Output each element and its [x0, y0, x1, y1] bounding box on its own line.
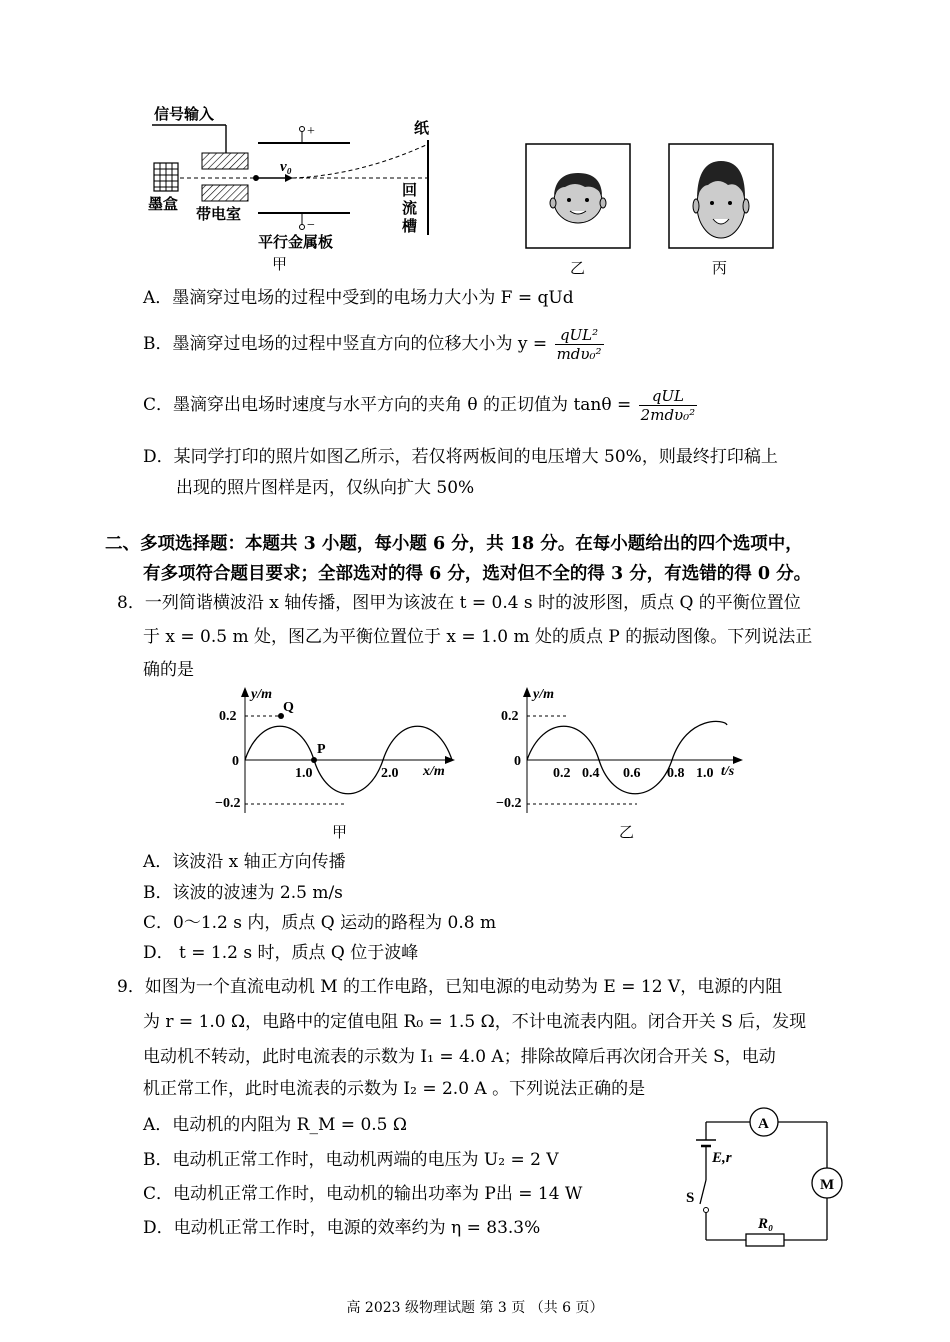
- caption-jia-top: 甲: [272, 257, 288, 273]
- q8-option-a: A．该波沿 x 轴正方向传播: [143, 852, 346, 872]
- q8-option-c: C．0～1.2 s 内，质点 Q 运动的路程为 0.8 m: [143, 913, 497, 933]
- wave-graph-jia: [215, 685, 465, 845]
- q7-option-d-line1: D．某同学打印的照片如图乙所示，若仅将两板间的电压增大 50%，则最终打印稿上: [143, 447, 778, 467]
- signal-input-label: 信号输入: [154, 107, 215, 123]
- yi-xtick-3: 0.6: [623, 766, 641, 781]
- yi-ytick-pos: 0.2: [501, 709, 519, 724]
- c-denominator: 2mdυ₀²: [640, 406, 696, 424]
- paper-label: 纸: [414, 121, 430, 137]
- b-denominator: mdυ₀²: [556, 345, 602, 363]
- yi-xtick-5: 1.0: [696, 766, 714, 781]
- q7-option-d-line2: 出现的照片图样是丙，仅纵向扩大 50%: [176, 478, 475, 498]
- q7-option-c: C．墨滴穿出电场时速度与水平方向的夹角 θ 的正切值为 tanθ = qUL 2mdυ₀²: [143, 387, 696, 424]
- q8-line3: 确的是: [143, 660, 194, 680]
- minus-label: −: [307, 218, 315, 233]
- groove-label-2: 流: [402, 201, 418, 217]
- yi-xtick-1: 0.2: [553, 766, 571, 781]
- photo-bing: [668, 143, 774, 249]
- yi-caption: 乙: [619, 825, 635, 841]
- b-numerator: qUL²: [555, 326, 604, 345]
- yi-xlabel: t/s: [721, 764, 735, 779]
- source-label: E,r: [712, 1150, 732, 1166]
- yi-ylabel: y/m: [533, 687, 554, 702]
- yi-xtick-4: 0.8: [667, 766, 685, 781]
- c-numerator: qUL: [639, 387, 698, 406]
- plus-label: +: [307, 124, 315, 139]
- caption-yi-photo: 乙: [570, 259, 586, 277]
- groove-label-3: 槽: [402, 219, 418, 235]
- q7-option-b: B．墨滴穿过电场的过程中竖直方向的位移大小为 y = qUL² mdυ₀²: [143, 326, 602, 363]
- ammeter-label: A: [758, 1116, 769, 1132]
- ink-box-label: 墨盒: [148, 197, 179, 213]
- motor-label: M: [820, 1177, 835, 1193]
- yi-ytick-neg: −0.2: [496, 796, 522, 811]
- v0-label: v₀: [280, 159, 292, 175]
- q8-option-d: D． t = 1.2 s 时，质点 Q 位于波峰: [143, 943, 419, 963]
- q9-line3: 电动机不转动，此时电流表的示数为 I₁ = 4.0 A；排除故障后再次闭合开关 S，电动: [143, 1047, 776, 1067]
- section2-line1: 二、多项选择题：本题共 3 小题，每小题 6 分，共 18 分。在每小题给出的四个选项中，: [105, 534, 803, 554]
- jia-ytick-zero: 0: [232, 754, 239, 769]
- q9-option-a: A．电动机的内阻为 R_M = 0.5 Ω: [143, 1115, 407, 1135]
- jia-ytick-pos: 0.2: [219, 709, 237, 724]
- q8-option-b: B．该波的波速为 2.5 m/s: [143, 883, 343, 903]
- q9-option-d: D．电动机正常工作时，电源的效率约为 η = 83.3%: [143, 1218, 541, 1238]
- jia-xtick-1: 1.0: [295, 766, 313, 781]
- plates-label: 平行金属板: [258, 235, 334, 251]
- jia-point-q: Q: [283, 700, 294, 715]
- jia-point-p: P: [317, 742, 326, 757]
- page-footer: 高 2023 级物理试题 第 3 页 （共 6 页）: [346, 1300, 604, 1316]
- vibration-graph-yi: [495, 685, 755, 845]
- resistor-label: R₀: [758, 1216, 774, 1232]
- jia-ytick-neg: −0.2: [215, 796, 241, 811]
- yi-xtick-2: 0.4: [582, 766, 600, 781]
- inkjet-diagram: [140, 95, 440, 275]
- section2-line2: 有多项符合题目要求；全部选对的得 6 分，选对但不全的得 3 分，有选错的得 0 分。: [143, 564, 812, 584]
- q8-line2: 于 x = 0.5 m 处，图乙为平衡位置位于 x = 1.0 m 处的质点 P 的振动图像。下列说法正: [143, 627, 813, 647]
- q8-line1: 8．一列简谐横波沿 x 轴传播，图甲为该波在 t = 0.4 s 时的波形图，质点 Q 的平衡位置位: [117, 593, 801, 613]
- q9-option-c: C．电动机正常工作时，电动机的输出功率为 P出 = 14 W: [143, 1184, 583, 1204]
- motor-circuit: [680, 1100, 850, 1250]
- jia-xtick-2: 2.0: [381, 766, 399, 781]
- q9-line1: 9．如图为一个直流电动机 M 的工作电路，已知电源的电动势为 E = 12 V，电源的内阻: [117, 977, 783, 997]
- jia-ylabel: y/m: [251, 687, 272, 702]
- caption-bing-photo: 丙: [712, 259, 728, 277]
- q9-line2: 为 r = 1.0 Ω，电路中的定值电阻 R₀ = 1.5 Ω，不计电流表内阻。闭合开关 S 后，发现: [143, 1012, 807, 1032]
- q9-option-b: B．电动机正常工作时，电动机两端的电压为 U₂ = 2 V: [143, 1150, 559, 1170]
- charge-room-label: 带电室: [196, 207, 242, 223]
- switch-label: S: [686, 1190, 695, 1206]
- yi-ytick-zero: 0: [514, 754, 521, 769]
- jia-caption: 甲: [332, 825, 348, 841]
- q9-line4: 机正常工作，此时电流表的示数为 I₂ = 2.0 A 。下列说法正确的是: [143, 1079, 646, 1099]
- photo-yi: [525, 143, 631, 249]
- q7-option-a: A．墨滴穿过电场的过程中受到的电场力大小为 F = qUd: [143, 288, 574, 308]
- groove-label-1: 回: [402, 183, 418, 199]
- jia-xlabel: x/m: [423, 764, 445, 779]
